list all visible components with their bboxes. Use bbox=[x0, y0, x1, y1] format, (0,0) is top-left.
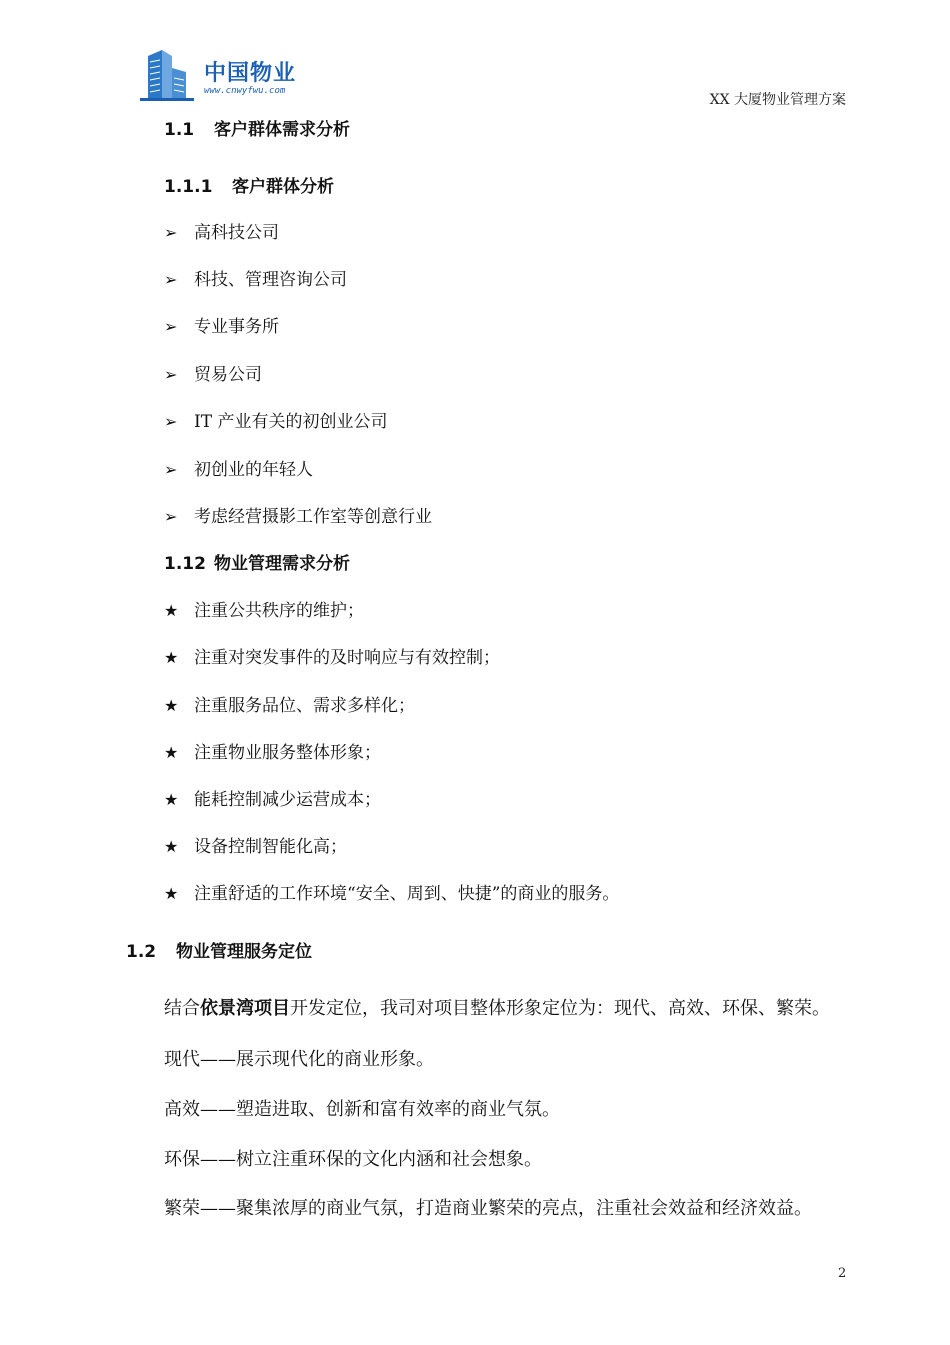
heading-number: 1.1.1 bbox=[164, 177, 213, 197]
star-bullet-icon: ★ bbox=[164, 601, 179, 620]
arrow-bullet-icon: ➢ bbox=[164, 223, 178, 242]
star-bullet-icon: ★ bbox=[164, 648, 179, 667]
document-title: XX 大厦物业管理方案 bbox=[709, 92, 846, 108]
star-bullet-icon: ★ bbox=[164, 743, 179, 762]
list-item: ➢ 贸易公司 bbox=[164, 365, 262, 385]
positioning-line: 环保——树立注重环保的文化内涵和社会想象。 bbox=[164, 1149, 542, 1170]
heading-number: 1.12 bbox=[164, 554, 206, 574]
list-item: ➢ 高科技公司 bbox=[164, 223, 279, 243]
star-bullet-icon: ★ bbox=[164, 696, 179, 715]
list-item: ➢ 考虑经营摄影工作室等创意行业 bbox=[164, 507, 432, 527]
arrow-bullet-icon: ➢ bbox=[164, 412, 178, 431]
star-bullet-icon: ★ bbox=[164, 884, 179, 903]
arrow-bullet-icon: ➢ bbox=[164, 270, 178, 289]
arrow-bullet-icon: ➢ bbox=[164, 460, 178, 479]
heading-number: 1.2 bbox=[126, 942, 157, 962]
heading-1-12 bbox=[164, 549, 350, 574]
heading-text: 客户群体需求分析 bbox=[214, 120, 350, 140]
list-item: ★ 注重对突发事件的及时响应与有效控制； bbox=[164, 648, 500, 668]
company-logo bbox=[138, 50, 318, 104]
arrow-bullet-icon: ➢ bbox=[164, 507, 178, 526]
heading-text: 物业管理服务定位 bbox=[176, 942, 312, 962]
arrow-bullet-icon: ➢ bbox=[164, 317, 178, 336]
positioning-line: 现代——展示现代化的商业形象。 bbox=[164, 1049, 434, 1070]
logo-url: www.cnwyfwu.com bbox=[204, 86, 286, 96]
positioning-line: 繁荣——聚集浓厚的商业气氛，打造商业繁荣的亮点，注重社会效益和经济效益。 bbox=[164, 1198, 812, 1219]
list-item: ★ 注重物业服务整体形象； bbox=[164, 743, 381, 763]
heading-1-1 bbox=[164, 115, 350, 140]
list-item: ★ 设备控制智能化高； bbox=[164, 837, 347, 857]
project-name: 依景湾项目 bbox=[200, 998, 290, 1019]
page-number: 2 bbox=[838, 1266, 847, 1281]
heading-text: 客户群体分析 bbox=[232, 177, 334, 197]
building-logo-icon bbox=[138, 50, 198, 104]
list-item: ➢ IT 产业有关的初创业公司 bbox=[164, 412, 388, 432]
list-item: ★ 注重舒适的工作环境“安全、周到、快捷”的商业的服务。 bbox=[164, 884, 620, 904]
list-item: ➢ 专业事务所 bbox=[164, 317, 279, 337]
star-bullet-icon: ★ bbox=[164, 790, 179, 809]
positioning-line: 高效——塑造进取、创新和富有效率的商业气氛。 bbox=[164, 1099, 560, 1120]
heading-1-2 bbox=[126, 937, 312, 962]
heading-1-1-1 bbox=[164, 172, 334, 197]
heading-text: 物业管理需求分析 bbox=[214, 554, 350, 574]
star-bullet-icon: ★ bbox=[164, 837, 179, 856]
list-item: ★ 注重服务品位、需求多样化； bbox=[164, 696, 415, 716]
heading-number: 1.1 bbox=[164, 120, 195, 140]
list-item: ➢ 科技、管理咨询公司 bbox=[164, 270, 347, 290]
positioning-intro: 结合依景湾项目开发定位，我司对项目整体形象定位为：现代、高效、环保、繁荣。 bbox=[164, 998, 830, 1019]
arrow-bullet-icon: ➢ bbox=[164, 365, 178, 384]
list-item: ★ 能耗控制减少运营成本； bbox=[164, 790, 381, 810]
logo-title: 中国物业 bbox=[204, 61, 297, 86]
list-item: ➢ 初创业的年轻人 bbox=[164, 460, 313, 480]
list-item: ★ 注重公共秩序的维护； bbox=[164, 601, 364, 621]
